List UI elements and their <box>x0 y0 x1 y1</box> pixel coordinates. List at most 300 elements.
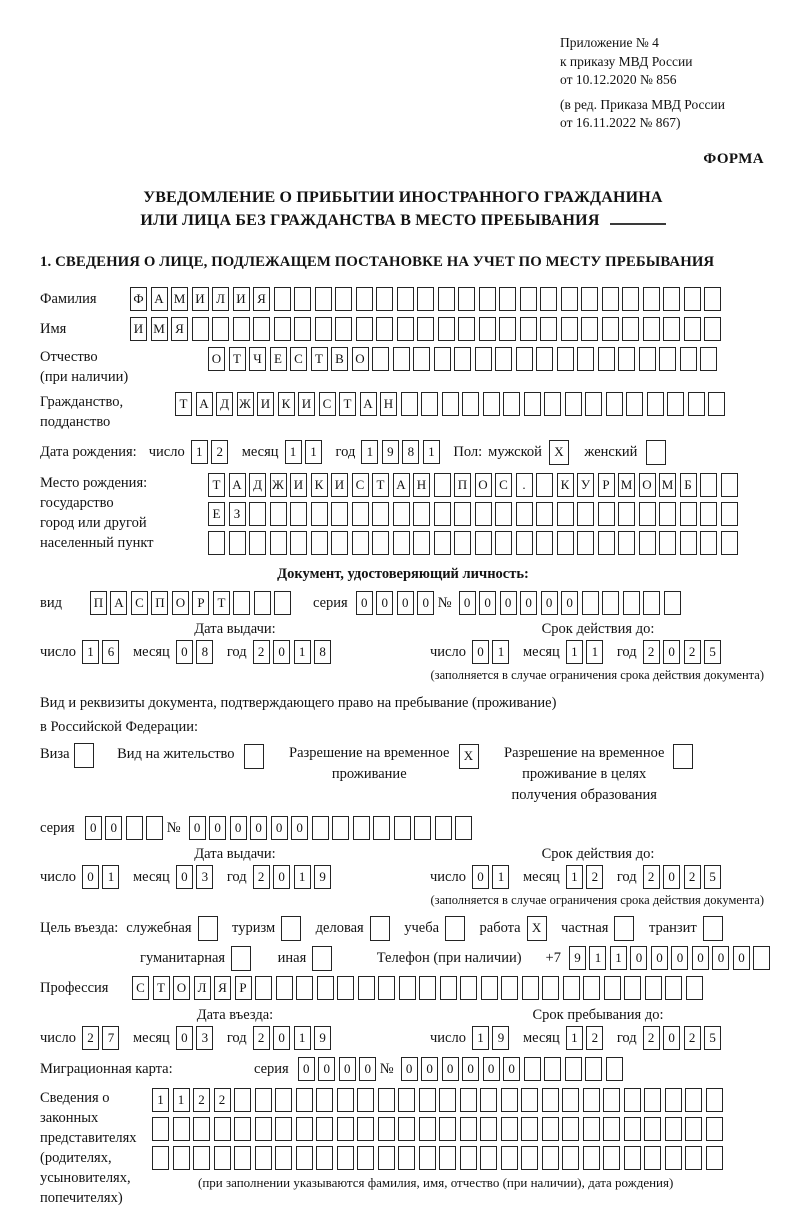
char-box[interactable] <box>536 502 553 526</box>
char-box[interactable]: К <box>311 473 328 497</box>
char-box[interactable] <box>639 502 656 526</box>
char-box[interactable] <box>665 1146 682 1170</box>
char-box[interactable] <box>249 531 266 555</box>
char-box[interactable] <box>317 976 334 1000</box>
char-box[interactable] <box>501 1117 518 1141</box>
char-box[interactable]: X <box>549 440 569 465</box>
char-box[interactable]: А <box>393 473 410 497</box>
char-box[interactable] <box>581 287 598 311</box>
char-box[interactable]: М <box>171 287 188 311</box>
char-box[interactable] <box>522 976 539 1000</box>
char-box[interactable] <box>540 317 557 341</box>
char-box[interactable] <box>372 531 389 555</box>
char-box[interactable] <box>281 916 301 941</box>
char-box[interactable] <box>414 816 431 840</box>
char-box[interactable]: 3 <box>196 1026 213 1050</box>
char-box[interactable]: П <box>454 473 471 497</box>
char-box[interactable] <box>577 347 594 371</box>
char-box[interactable]: Т <box>229 347 246 371</box>
char-box[interactable] <box>688 392 705 416</box>
char-box[interactable]: И <box>331 473 348 497</box>
char-box[interactable] <box>495 347 512 371</box>
char-box[interactable] <box>353 816 370 840</box>
char-box[interactable]: 1 <box>589 946 606 970</box>
char-box[interactable]: 0 <box>417 591 434 615</box>
char-box[interactable] <box>643 591 660 615</box>
char-box[interactable] <box>577 502 594 526</box>
char-box[interactable]: 8 <box>314 640 331 664</box>
char-box[interactable] <box>378 976 395 1000</box>
char-box[interactable] <box>721 473 738 497</box>
char-box[interactable]: 1 <box>294 640 311 664</box>
char-box[interactable]: О <box>208 347 225 371</box>
char-box[interactable] <box>337 1088 354 1112</box>
char-box[interactable] <box>700 531 717 555</box>
char-box[interactable] <box>501 1088 518 1112</box>
char-box[interactable] <box>173 1117 190 1141</box>
char-box[interactable] <box>583 1088 600 1112</box>
char-box[interactable] <box>394 816 411 840</box>
char-box[interactable] <box>296 1146 313 1170</box>
char-box[interactable] <box>618 347 635 371</box>
char-box[interactable] <box>331 531 348 555</box>
char-box[interactable] <box>212 317 229 341</box>
char-box[interactable] <box>704 317 721 341</box>
char-box[interactable] <box>214 1146 231 1170</box>
char-box[interactable] <box>419 1088 436 1112</box>
char-box[interactable] <box>480 1117 497 1141</box>
char-box[interactable] <box>644 1117 661 1141</box>
char-box[interactable]: М <box>618 473 635 497</box>
char-box[interactable]: 0 <box>663 1026 680 1050</box>
char-box[interactable] <box>296 1117 313 1141</box>
char-box[interactable] <box>435 816 452 840</box>
char-box[interactable]: Ч <box>249 347 266 371</box>
char-box[interactable] <box>445 916 465 941</box>
char-box[interactable]: И <box>233 287 250 311</box>
char-box[interactable] <box>503 392 520 416</box>
char-box[interactable] <box>234 1146 251 1170</box>
char-box[interactable]: Р <box>598 473 615 497</box>
char-box[interactable] <box>665 976 682 1000</box>
char-box[interactable]: 5 <box>704 640 721 664</box>
char-box[interactable]: 0 <box>273 865 290 889</box>
char-box[interactable] <box>524 392 541 416</box>
char-box[interactable] <box>208 531 225 555</box>
char-box[interactable] <box>173 1146 190 1170</box>
char-box[interactable] <box>335 287 352 311</box>
char-box[interactable]: И <box>298 392 315 416</box>
char-box[interactable] <box>398 1146 415 1170</box>
char-box[interactable]: 0 <box>472 640 489 664</box>
char-box[interactable] <box>516 502 533 526</box>
char-box[interactable] <box>458 317 475 341</box>
char-box[interactable]: С <box>352 473 369 497</box>
char-box[interactable] <box>704 287 721 311</box>
char-box[interactable] <box>413 531 430 555</box>
char-box[interactable] <box>540 287 557 311</box>
char-box[interactable]: 0 <box>733 946 750 970</box>
char-box[interactable] <box>501 976 518 1000</box>
char-box[interactable] <box>214 1117 231 1141</box>
char-box[interactable]: А <box>229 473 246 497</box>
char-box[interactable]: 0 <box>520 591 537 615</box>
char-box[interactable] <box>520 287 537 311</box>
char-box[interactable]: X <box>459 744 479 769</box>
char-box[interactable]: 0 <box>359 1057 376 1081</box>
char-box[interactable]: 2 <box>643 640 660 664</box>
char-box[interactable] <box>561 287 578 311</box>
char-box[interactable]: Б <box>680 473 697 497</box>
char-box[interactable] <box>331 502 348 526</box>
char-box[interactable]: 0 <box>271 816 288 840</box>
char-box[interactable] <box>460 976 477 1000</box>
char-box[interactable] <box>700 347 717 371</box>
char-box[interactable]: 0 <box>442 1057 459 1081</box>
char-box[interactable]: 1 <box>586 640 603 664</box>
char-box[interactable]: М <box>151 317 168 341</box>
char-box[interactable]: А <box>360 392 377 416</box>
char-box[interactable] <box>356 287 373 311</box>
char-box[interactable] <box>398 1088 415 1112</box>
char-box[interactable] <box>685 1088 702 1112</box>
char-box[interactable] <box>639 347 656 371</box>
char-box[interactable] <box>401 392 418 416</box>
char-box[interactable] <box>442 392 459 416</box>
char-box[interactable]: С <box>495 473 512 497</box>
char-box[interactable] <box>643 287 660 311</box>
char-box[interactable]: Т <box>339 392 356 416</box>
char-box[interactable]: Я <box>253 287 270 311</box>
char-box[interactable] <box>563 976 580 1000</box>
char-box[interactable] <box>193 1146 210 1170</box>
char-box[interactable] <box>253 317 270 341</box>
char-box[interactable]: 0 <box>318 1057 335 1081</box>
char-box[interactable] <box>685 1117 702 1141</box>
char-box[interactable]: Т <box>372 473 389 497</box>
char-box[interactable]: Ф <box>130 287 147 311</box>
char-box[interactable]: Т <box>208 473 225 497</box>
char-box[interactable]: 9 <box>492 1026 509 1050</box>
char-box[interactable] <box>419 976 436 1000</box>
char-box[interactable] <box>254 591 271 615</box>
char-box[interactable] <box>647 392 664 416</box>
char-box[interactable] <box>706 1117 723 1141</box>
char-box[interactable]: 9 <box>382 440 399 464</box>
char-box[interactable] <box>234 1117 251 1141</box>
char-box[interactable]: Н <box>380 392 397 416</box>
char-box[interactable] <box>233 591 250 615</box>
char-box[interactable]: 1 <box>566 640 583 664</box>
char-box[interactable]: У <box>577 473 594 497</box>
char-box[interactable] <box>393 502 410 526</box>
char-box[interactable] <box>439 1117 456 1141</box>
char-box[interactable]: 0 <box>459 591 476 615</box>
char-box[interactable]: 0 <box>230 816 247 840</box>
char-box[interactable] <box>583 1117 600 1141</box>
char-box[interactable]: С <box>319 392 336 416</box>
title-blank-line[interactable] <box>610 220 666 225</box>
char-box[interactable] <box>708 392 725 416</box>
char-box[interactable] <box>421 392 438 416</box>
char-box[interactable]: 0 <box>82 865 99 889</box>
char-box[interactable] <box>234 1088 251 1112</box>
char-box[interactable]: Р <box>235 976 252 1000</box>
char-box[interactable]: 2 <box>643 865 660 889</box>
char-box[interactable] <box>544 392 561 416</box>
char-box[interactable] <box>542 1146 559 1170</box>
char-box[interactable]: 0 <box>376 591 393 615</box>
char-box[interactable]: 7 <box>102 1026 119 1050</box>
char-box[interactable]: 1 <box>566 865 583 889</box>
char-box[interactable]: 5 <box>704 1026 721 1050</box>
char-box[interactable] <box>536 473 553 497</box>
char-box[interactable]: 2 <box>211 440 228 464</box>
char-box[interactable]: 0 <box>85 816 102 840</box>
char-box[interactable]: 2 <box>643 1026 660 1050</box>
char-box[interactable] <box>673 744 693 769</box>
char-box[interactable] <box>561 317 578 341</box>
char-box[interactable]: Т <box>175 392 192 416</box>
char-box[interactable]: 1 <box>492 640 509 664</box>
char-box[interactable]: 9 <box>314 1026 331 1050</box>
char-box[interactable] <box>249 502 266 526</box>
char-box[interactable] <box>373 816 390 840</box>
char-box[interactable] <box>378 1146 395 1170</box>
char-box[interactable] <box>706 1146 723 1170</box>
char-box[interactable] <box>335 317 352 341</box>
char-box[interactable]: И <box>192 287 209 311</box>
char-box[interactable] <box>356 317 373 341</box>
char-box[interactable]: 9 <box>314 865 331 889</box>
char-box[interactable] <box>296 976 313 1000</box>
char-box[interactable] <box>357 1146 374 1170</box>
char-box[interactable] <box>577 531 594 555</box>
char-box[interactable] <box>602 317 619 341</box>
char-box[interactable] <box>440 976 457 1000</box>
char-box[interactable] <box>618 502 635 526</box>
char-box[interactable]: 2 <box>214 1088 231 1112</box>
char-box[interactable]: 0 <box>176 1026 193 1050</box>
char-box[interactable] <box>618 531 635 555</box>
char-box[interactable] <box>501 1146 518 1170</box>
char-box[interactable]: З <box>229 502 246 526</box>
char-box[interactable]: 0 <box>500 591 517 615</box>
char-box[interactable]: 5 <box>704 865 721 889</box>
char-box[interactable]: Е <box>270 347 287 371</box>
char-box[interactable] <box>721 502 738 526</box>
char-box[interactable]: С <box>290 347 307 371</box>
char-box[interactable]: К <box>557 473 574 497</box>
char-box[interactable]: 0 <box>209 816 226 840</box>
char-box[interactable]: 0 <box>273 1026 290 1050</box>
char-box[interactable] <box>667 392 684 416</box>
char-box[interactable] <box>646 440 666 465</box>
char-box[interactable] <box>376 317 393 341</box>
char-box[interactable] <box>520 317 537 341</box>
char-box[interactable]: 8 <box>196 640 213 664</box>
char-box[interactable]: 3 <box>196 865 213 889</box>
char-box[interactable]: 0 <box>105 816 122 840</box>
char-box[interactable]: Л <box>194 976 211 1000</box>
char-box[interactable]: Л <box>212 287 229 311</box>
char-box[interactable]: Т <box>311 347 328 371</box>
char-box[interactable]: 2 <box>684 865 701 889</box>
char-box[interactable] <box>686 976 703 1000</box>
char-box[interactable]: Н <box>413 473 430 497</box>
char-box[interactable] <box>624 1117 641 1141</box>
char-box[interactable] <box>624 1146 641 1170</box>
char-box[interactable] <box>480 1146 497 1170</box>
char-box[interactable] <box>458 287 475 311</box>
char-box[interactable]: Т <box>153 976 170 1000</box>
char-box[interactable] <box>275 1146 292 1170</box>
char-box[interactable]: 2 <box>82 1026 99 1050</box>
char-box[interactable] <box>126 816 143 840</box>
char-box[interactable] <box>479 317 496 341</box>
char-box[interactable] <box>274 591 291 615</box>
char-box[interactable]: 0 <box>291 816 308 840</box>
char-box[interactable]: В <box>331 347 348 371</box>
char-box[interactable] <box>357 1117 374 1141</box>
char-box[interactable] <box>659 531 676 555</box>
char-box[interactable] <box>358 976 375 1000</box>
char-box[interactable]: О <box>475 473 492 497</box>
char-box[interactable] <box>439 1088 456 1112</box>
char-box[interactable] <box>372 502 389 526</box>
char-box[interactable]: 1 <box>173 1088 190 1112</box>
char-box[interactable] <box>643 317 660 341</box>
char-box[interactable]: А <box>110 591 127 615</box>
char-box[interactable] <box>275 1088 292 1112</box>
char-box[interactable] <box>255 1088 272 1112</box>
char-box[interactable] <box>393 531 410 555</box>
char-box[interactable] <box>316 1146 333 1170</box>
char-box[interactable]: 1 <box>294 865 311 889</box>
char-box[interactable] <box>229 531 246 555</box>
char-box[interactable]: 0 <box>397 591 414 615</box>
char-box[interactable] <box>193 1117 210 1141</box>
char-box[interactable] <box>296 1088 313 1112</box>
char-box[interactable] <box>624 1088 641 1112</box>
char-box[interactable] <box>665 1088 682 1112</box>
char-box[interactable] <box>565 392 582 416</box>
char-box[interactable]: 1 <box>566 1026 583 1050</box>
char-box[interactable] <box>475 347 492 371</box>
char-box[interactable] <box>664 591 681 615</box>
char-box[interactable] <box>680 347 697 371</box>
char-box[interactable] <box>311 502 328 526</box>
char-box[interactable]: 9 <box>569 946 586 970</box>
char-box[interactable] <box>516 347 533 371</box>
char-box[interactable] <box>524 1057 541 1081</box>
char-box[interactable] <box>316 1117 333 1141</box>
char-box[interactable] <box>583 976 600 1000</box>
char-box[interactable]: 0 <box>561 591 578 615</box>
char-box[interactable] <box>294 287 311 311</box>
char-box[interactable] <box>622 287 639 311</box>
char-box[interactable] <box>312 816 329 840</box>
char-box[interactable] <box>557 347 574 371</box>
char-box[interactable] <box>602 287 619 311</box>
char-box[interactable] <box>337 1117 354 1141</box>
char-box[interactable] <box>542 976 559 1000</box>
char-box[interactable] <box>475 531 492 555</box>
char-box[interactable] <box>604 976 621 1000</box>
char-box[interactable]: Т <box>213 591 230 615</box>
char-box[interactable] <box>685 1146 702 1170</box>
char-box[interactable]: 2 <box>586 1026 603 1050</box>
char-box[interactable] <box>352 502 369 526</box>
char-box[interactable] <box>376 287 393 311</box>
char-box[interactable] <box>557 531 574 555</box>
char-box[interactable] <box>198 916 218 941</box>
char-box[interactable] <box>413 347 430 371</box>
char-box[interactable] <box>419 1146 436 1170</box>
char-box[interactable]: П <box>90 591 107 615</box>
char-box[interactable]: 0 <box>356 591 373 615</box>
char-box[interactable] <box>562 1146 579 1170</box>
char-box[interactable]: О <box>639 473 656 497</box>
char-box[interactable] <box>434 531 451 555</box>
char-box[interactable] <box>255 1117 272 1141</box>
char-box[interactable] <box>312 946 332 971</box>
char-box[interactable] <box>495 531 512 555</box>
char-box[interactable] <box>290 502 307 526</box>
char-box[interactable]: И <box>130 317 147 341</box>
char-box[interactable] <box>294 317 311 341</box>
char-box[interactable] <box>438 317 455 341</box>
char-box[interactable] <box>602 591 619 615</box>
char-box[interactable]: 2 <box>684 640 701 664</box>
char-box[interactable] <box>399 976 416 1000</box>
char-box[interactable] <box>753 946 770 970</box>
char-box[interactable]: 1 <box>285 440 302 464</box>
char-box[interactable] <box>483 392 500 416</box>
char-box[interactable] <box>606 1057 623 1081</box>
char-box[interactable] <box>315 287 332 311</box>
char-box[interactable]: 1 <box>361 440 378 464</box>
char-box[interactable]: О <box>172 591 189 615</box>
char-box[interactable]: 0 <box>462 1057 479 1081</box>
char-box[interactable]: Д <box>249 473 266 497</box>
char-box[interactable] <box>192 317 209 341</box>
char-box[interactable] <box>645 976 662 1000</box>
char-box[interactable] <box>562 1088 579 1112</box>
char-box[interactable] <box>495 502 512 526</box>
char-box[interactable] <box>413 502 430 526</box>
char-box[interactable] <box>542 1117 559 1141</box>
char-box[interactable] <box>603 1117 620 1141</box>
char-box[interactable]: С <box>131 591 148 615</box>
char-box[interactable]: А <box>196 392 213 416</box>
char-box[interactable] <box>680 531 697 555</box>
char-box[interactable] <box>454 347 471 371</box>
char-box[interactable] <box>434 502 451 526</box>
char-box[interactable] <box>152 1117 169 1141</box>
char-box[interactable] <box>417 317 434 341</box>
char-box[interactable] <box>316 1088 333 1112</box>
char-box[interactable] <box>419 1117 436 1141</box>
char-box[interactable] <box>536 347 553 371</box>
char-box[interactable] <box>521 1146 538 1170</box>
char-box[interactable] <box>557 502 574 526</box>
char-box[interactable] <box>581 317 598 341</box>
char-box[interactable] <box>460 1088 477 1112</box>
char-box[interactable]: 2 <box>586 865 603 889</box>
char-box[interactable]: 1 <box>472 1026 489 1050</box>
char-box[interactable] <box>565 1057 582 1081</box>
